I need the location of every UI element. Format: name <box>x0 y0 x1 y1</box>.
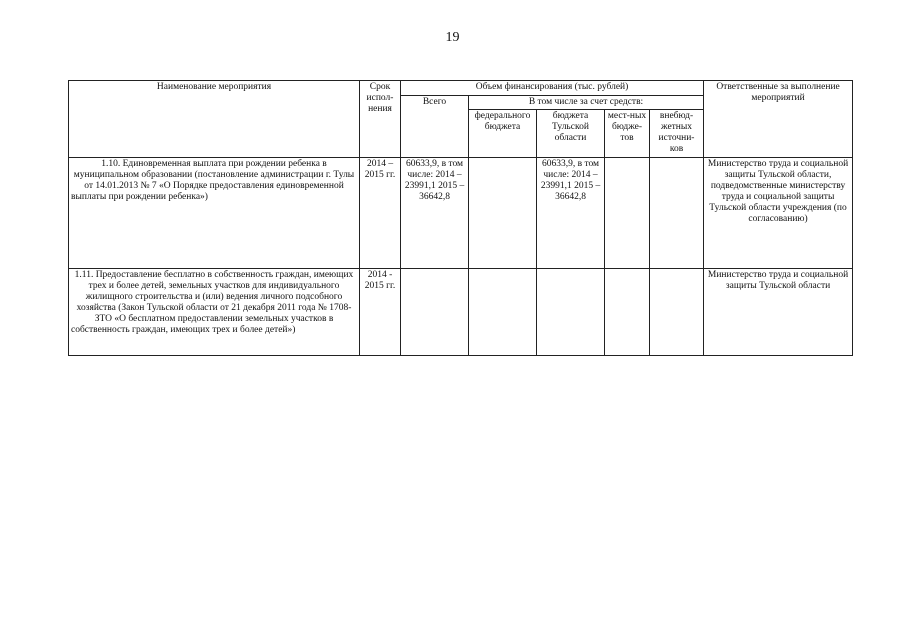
row-local <box>605 158 650 269</box>
header-extra: внебюд-жетных источни-ков <box>650 110 704 158</box>
header-regional: бюджета Тульской области <box>537 110 605 158</box>
row-responsible: Министерство труда и социальной защиты Тульской области <box>704 269 853 356</box>
row-term: 2014 - 2015 гг. <box>360 269 401 356</box>
row-regional <box>537 269 605 356</box>
row-regional: 60633,9, в том числе: 2014 – 23991,1 2015 – 36642,8 <box>537 158 605 269</box>
page-number: 19 <box>445 30 460 45</box>
row-extra <box>650 158 704 269</box>
header-total: Всего <box>401 96 469 158</box>
row-federal <box>469 269 537 356</box>
table-row <box>69 158 853 269</box>
row-name: 1.10. Единовременная выплата при рождении ребенка в муниципальном образовании (постановление администрации г. Тулы от 14.01.2013 № 7 «О Порядке предоставления единовременной выплаты при рождении ребенка») <box>69 158 360 269</box>
row-term: 2014 – 2015 гг. <box>360 158 401 269</box>
row-responsible: Министерство труда и социальной защиты Тульской области, подведомственные министерству труда и социальной защиты Тульской области учреждения (по согласованию) <box>704 158 853 269</box>
header-row-1 <box>69 81 853 96</box>
row-total <box>401 269 469 356</box>
header-responsible: Ответственные за выполнение мероприятий <box>704 81 853 158</box>
header-funding: Объем финансирования (тыс. рублей) <box>401 81 704 96</box>
funding-table <box>68 80 853 356</box>
header-including: В том числе за счет средств: <box>469 96 704 110</box>
row-extra <box>650 269 704 356</box>
header-local: мест-ных бюдже-тов <box>605 110 650 158</box>
table-row <box>69 269 853 356</box>
header-federal: федерального бюджета <box>469 110 537 158</box>
row-local <box>605 269 650 356</box>
header-term: Срок испол-нения <box>360 81 401 158</box>
row-name: 1.11. Предоставление бесплатно в собственность граждан, имеющих трех и более детей, земельных участков для индивидуального жилищного строительства и (или) ведения личного подсобного хозяйства (Закон Тульской области от 21 декабря 2011 года № 1708-ЗТО «О бесплатном предоставлении земельных участков в собственность граждан, имеющих трех и более детей») <box>69 269 360 356</box>
header-name: Наименование мероприятия <box>69 81 360 158</box>
row-federal <box>469 158 537 269</box>
row-total: 60633,9, в том числе: 2014 – 23991,1 2015 – 36642,8 <box>401 158 469 269</box>
